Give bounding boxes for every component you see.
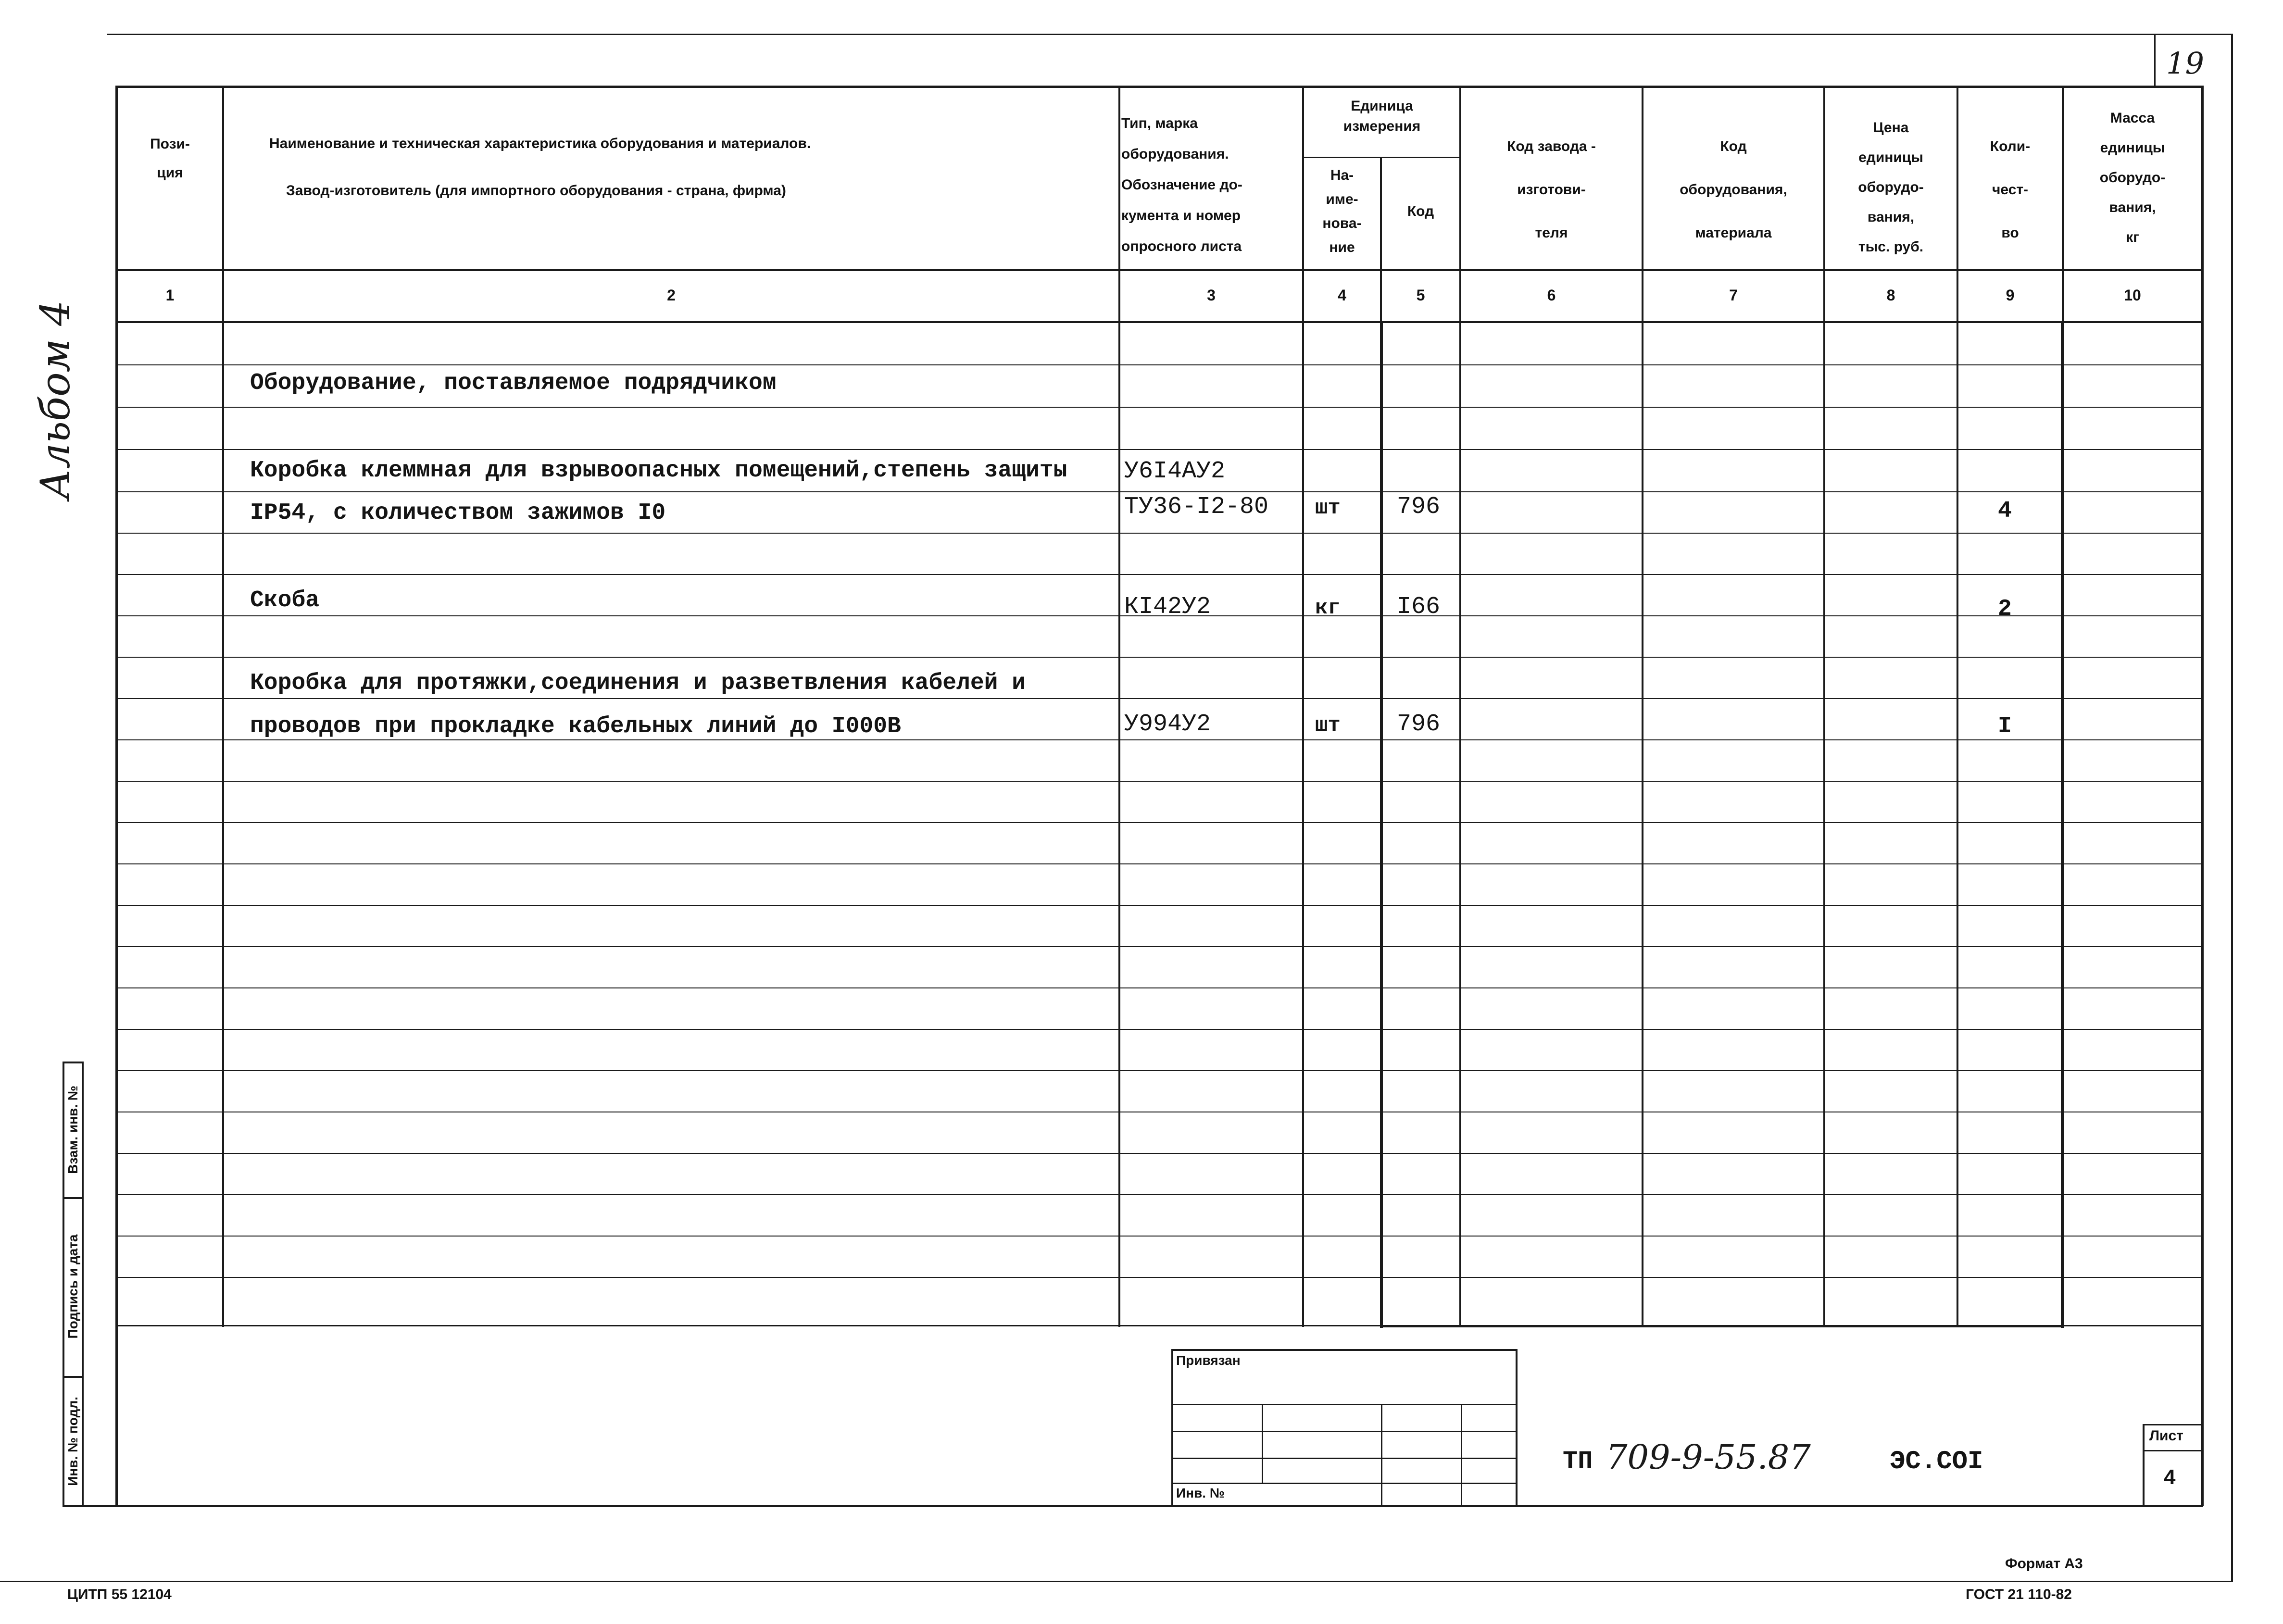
footer-gost: ГОСТ 21 110-82: [1966, 1587, 2072, 1602]
row-unit: кг: [1315, 596, 1341, 620]
header-col4: На- име- нова- ние: [1322, 167, 1362, 255]
stamp-privyazan: Привязан: [1176, 1353, 1241, 1368]
column-number: 1: [165, 287, 175, 304]
row-qty: 4: [1998, 498, 2012, 524]
doc-prefix: ТП: [1563, 1447, 1593, 1475]
header-col3: Тип, марка оборудования. Обозначение до- кумента и номер опросного листа: [1121, 115, 1242, 254]
stamp-inv-no: Инв. №: [1176, 1486, 1225, 1500]
row-name: проводов при прокладке кабельных линий до I000В: [250, 713, 901, 739]
row-type: У994У2: [1124, 711, 1211, 738]
header-col2-line2: Завод-изготовитель (для импортного оборудования - страна, фирма): [286, 183, 786, 199]
right-border: [2231, 34, 2233, 1582]
header-col2-line1: Наименование и техническая характеристика оборудования и материалов.: [269, 136, 811, 151]
row-unit: шт: [1315, 496, 1341, 520]
column-number: 8: [1886, 287, 1895, 304]
bold-box-left: [1380, 323, 1383, 1328]
column-number: 4: [1338, 287, 1346, 304]
col-line-7: [1823, 86, 1825, 1327]
page-number-box-left: [2154, 34, 2156, 87]
col-line-2: [1118, 86, 1120, 1327]
column-number: 2: [667, 287, 676, 304]
column-number: 3: [1207, 287, 1216, 304]
table-bottom: [63, 1505, 2203, 1507]
side-label-inv-podl: Инв. № подл.: [65, 1397, 80, 1486]
sheet-label: Лист: [2149, 1428, 2183, 1444]
row-name: Оборудование, поставляемое подрядчиком: [250, 370, 777, 396]
bottom-rule: [0, 1581, 2233, 1582]
stamp-row3: [1171, 1458, 1518, 1459]
header-col7: Код оборудования, материала: [1680, 138, 1787, 241]
sheet-box-left: [2143, 1424, 2145, 1507]
stamp-col3: [1461, 1404, 1462, 1507]
col-line-3: [1302, 86, 1304, 1327]
col-line-1: [222, 86, 224, 1327]
stamp-row1: [1171, 1404, 1518, 1405]
header-unit-group: Единица измерения: [1343, 98, 1421, 134]
column-number: 10: [2124, 287, 2141, 304]
header-col6: Код завода - изготови- теля: [1507, 138, 1596, 241]
col-line-6: [1642, 86, 1643, 1327]
footer-left: ЦИТП 55 12104: [67, 1587, 172, 1602]
table-right: [2201, 86, 2204, 1506]
sheet-number: 4: [2164, 1465, 2176, 1489]
table-body-bottom: [115, 1325, 2203, 1326]
row-qty: 2: [1998, 596, 2012, 622]
side-label-podpis: Подпись и дата: [65, 1234, 80, 1339]
top-border: [107, 34, 2232, 35]
doc-code: ЭС.СОI: [1890, 1447, 1983, 1476]
row-type: КI42У2: [1124, 593, 1211, 621]
row-name: Коробка клеммная для взрывоопасных помещений,степень защиты: [250, 458, 1067, 484]
header-col1: Пози- ция: [150, 136, 190, 181]
page-number: 19: [2166, 46, 2204, 81]
album-label: Альбом 4: [32, 300, 79, 500]
bold-box-right: [2061, 323, 2064, 1328]
stamp-col1: [1262, 1404, 1263, 1483]
header-col8: Цена единицы оборудо- вания, тыс. руб.: [1858, 120, 1924, 255]
header-col5: Код: [1407, 203, 1434, 219]
row-qty: I: [1998, 713, 2012, 739]
column-number: 6: [1547, 287, 1556, 304]
col-line-5: [1459, 86, 1461, 1327]
table-top: [115, 86, 2203, 88]
row-name: Скоба: [250, 587, 320, 613]
row-code: 796: [1397, 493, 1441, 521]
row-name: IP54, с количеством зажимов I0: [250, 500, 666, 526]
sheet-box-top: [2143, 1424, 2203, 1425]
colnum-bottom: [115, 321, 2203, 323]
stamp-top: [1171, 1349, 1518, 1351]
stamp-row2: [1171, 1431, 1518, 1432]
side-strip-div1: [63, 1197, 84, 1199]
column-number: 5: [1416, 287, 1425, 304]
header-bottom: [115, 269, 2203, 271]
header-col9: Коли- чест- во: [1990, 138, 2031, 241]
stamp-row4: [1171, 1483, 1518, 1484]
stamp-col2: [1381, 1404, 1382, 1507]
side-label-vzam: Взам. инв. №: [65, 1086, 80, 1174]
doc-number: 709-9-55.87: [1606, 1437, 1811, 1477]
row-type: У6I4АУ2: [1124, 458, 1226, 485]
header-col10: Масса единицы оборудо- вания, кг: [2099, 110, 2166, 245]
column-number: 7: [1729, 287, 1738, 304]
row-name: Коробка для протяжки,соединения и разветвления кабелей и: [250, 670, 1026, 696]
row-unit: шт: [1315, 713, 1341, 737]
column-number: 9: [2006, 287, 2015, 304]
row-type: ТУ36-I2-80: [1124, 493, 1269, 521]
footer-format: Формат А3: [2005, 1556, 2083, 1572]
row-code: I66: [1397, 593, 1441, 621]
col-line-8: [1957, 86, 1958, 1327]
sheet-box-mid: [2143, 1450, 2203, 1451]
row-code: 796: [1397, 711, 1441, 738]
